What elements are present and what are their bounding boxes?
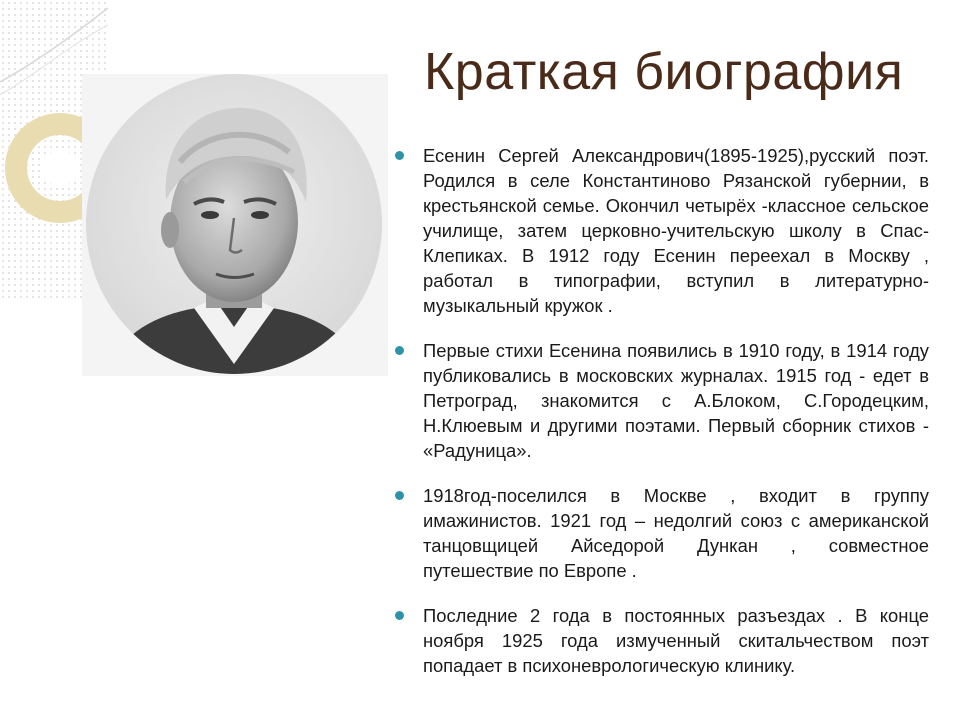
- bullet-text: Первые стихи Есенина появились в 1910 году, в 1914 году публиковались в московских журналах. 1915 год - едет в Петроград, знакомится с А.Блоком, С.Городецким, Н.Клюевым и другими поэтами. Первый сборник стихов - «Радуница».: [423, 340, 929, 461]
- decorative-ring: [42, 150, 78, 186]
- bullet-list: [395, 143, 929, 698]
- bullet-text: Последние 2 года в постоянных разъездах . В конце ноября 1925 года измученный скитальчеством поэт попадает в психоневрологическую клинику.: [423, 605, 929, 676]
- bullet-marker-icon: [395, 346, 404, 355]
- slide-title: Краткая биография: [424, 43, 904, 101]
- portrait-photo: [84, 72, 384, 376]
- bullet-marker-icon: [395, 491, 404, 500]
- bullet-item: [395, 483, 929, 583]
- bullet-item: [395, 338, 929, 463]
- bullet-marker-icon: [395, 611, 404, 620]
- bullet-item: [395, 143, 929, 318]
- bullet-marker-icon: [395, 151, 404, 160]
- bullet-text: 1918год-поселился в Москве , входит в группу имажинистов. 1921 год – недолгий союз с американской танцовщицей Айседорой Дункан , совместное путешествие по Европе .: [423, 485, 929, 581]
- bullet-item: [395, 603, 929, 678]
- bullet-text: Есенин Сергей Александрович(1895-1925),русский поэт. Родился в селе Константиново Рязанской губернии, в крестьянской семье. Окончил четырёх -классное сельское училище, затем церковно-учительскую школу в Спас-Клепиках. В 1912 году Есенин переехал в Москву , работал в типографии, вступил в литературно-музыкальный кружок .: [423, 145, 929, 316]
